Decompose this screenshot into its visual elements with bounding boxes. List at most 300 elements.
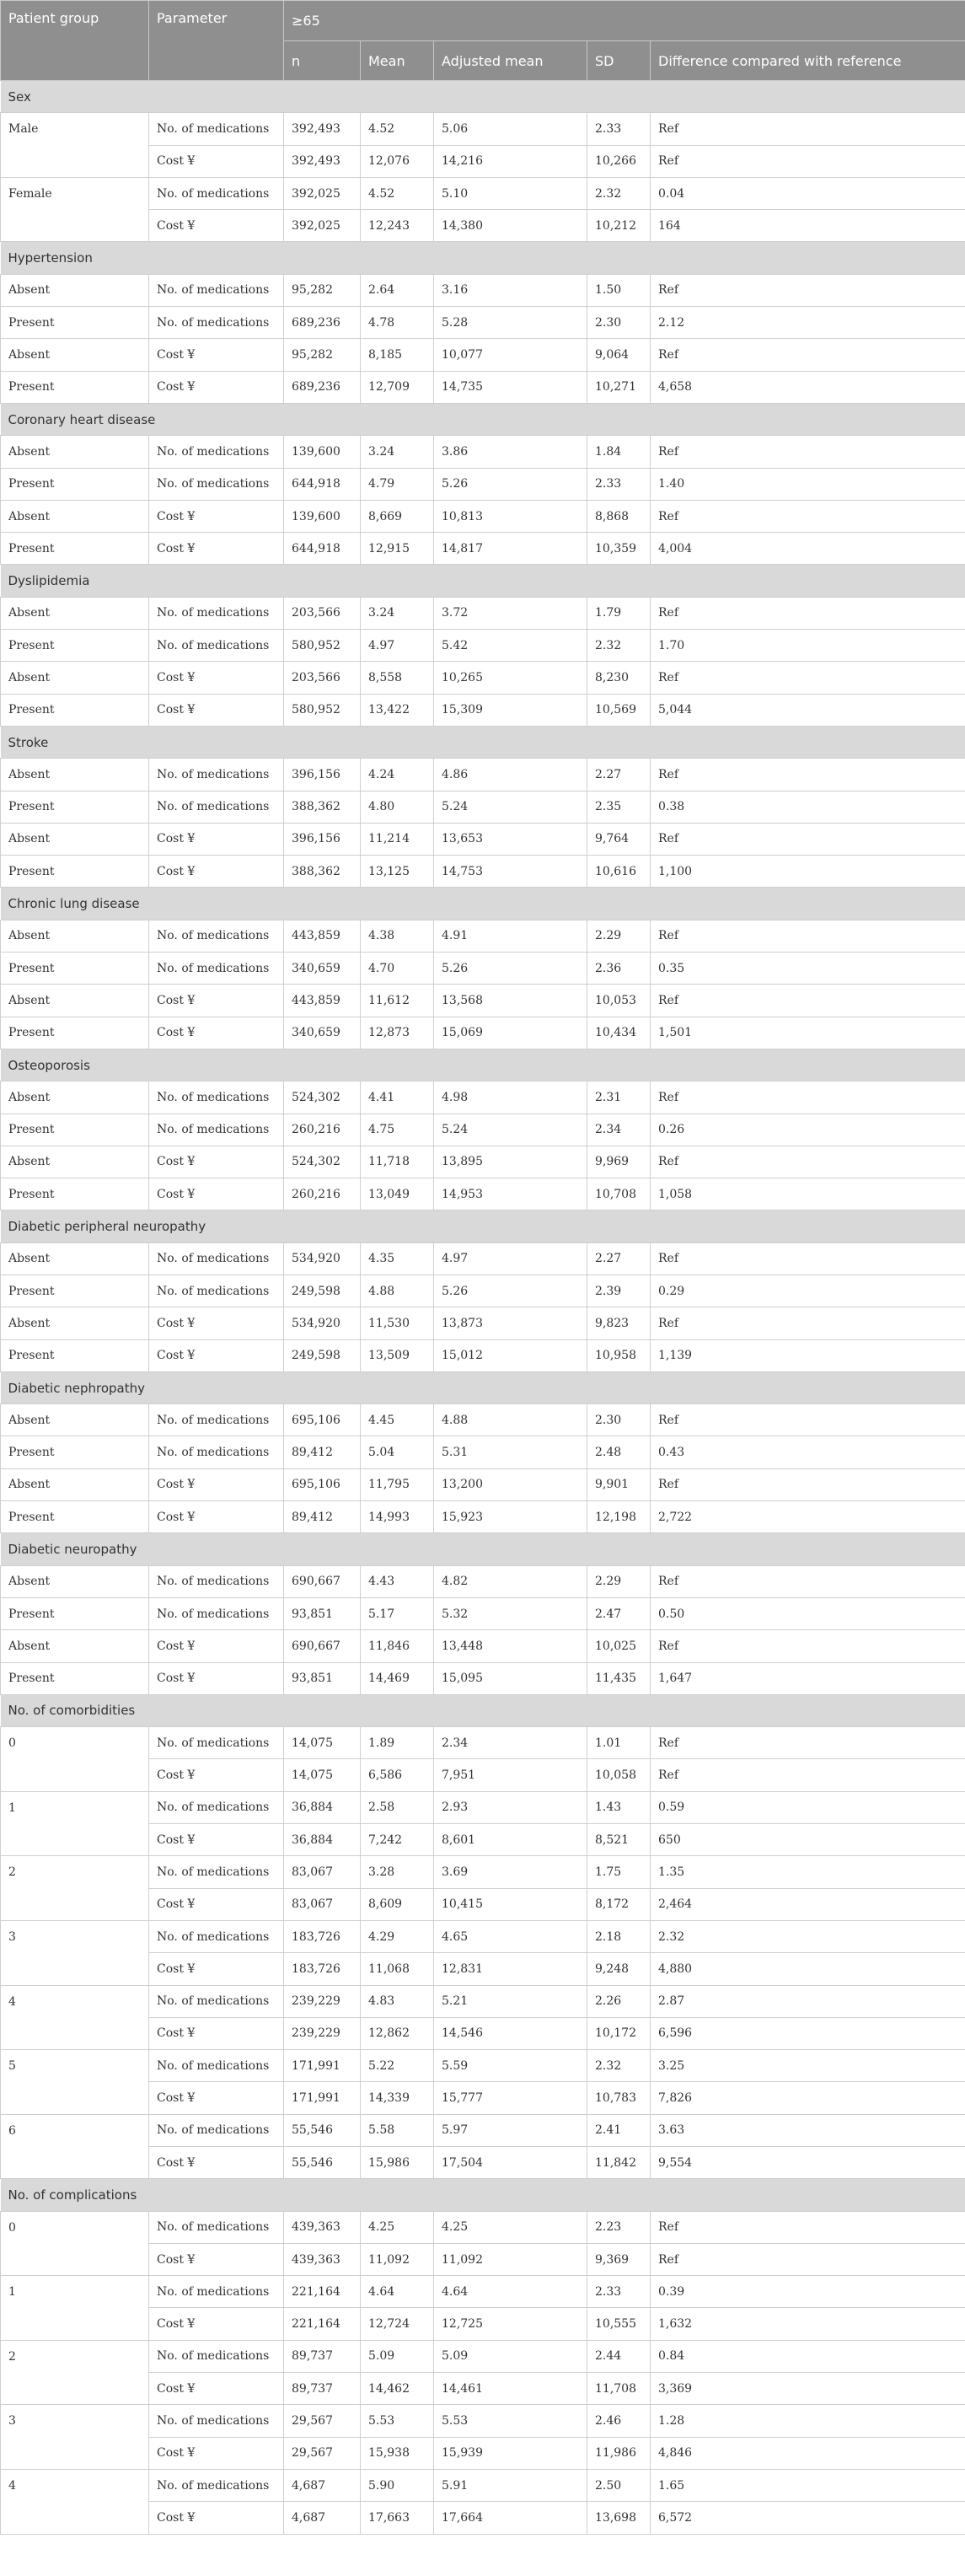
cell-difference: Ref bbox=[651, 1630, 965, 1662]
cell-parameter: No. of medications bbox=[149, 1436, 284, 1468]
cell-n: 580,952 bbox=[284, 694, 361, 726]
section-row bbox=[1, 403, 965, 435]
cell-difference: 3.25 bbox=[651, 2050, 965, 2082]
cell-difference: 650 bbox=[651, 1824, 965, 1856]
cell-difference: 1.40 bbox=[651, 468, 965, 500]
cell-mean: 4.52 bbox=[361, 113, 434, 145]
cell-group: Absent bbox=[1, 500, 149, 532]
header-adjusted-mean: Adjusted mean bbox=[434, 41, 587, 81]
table-row bbox=[1, 2405, 965, 2437]
cell-difference: Ref bbox=[651, 2243, 965, 2275]
cell-difference: Ref bbox=[651, 823, 965, 855]
header-age-group: ≥65 bbox=[284, 1, 965, 41]
cell-parameter: No. of medications bbox=[149, 1114, 284, 1146]
cell-mean: 4.41 bbox=[361, 1081, 434, 1114]
cell-difference: 3.63 bbox=[651, 2114, 965, 2146]
cell-parameter: Cost ¥ bbox=[149, 145, 284, 177]
cell-difference: 0.59 bbox=[651, 1791, 965, 1823]
cell-difference: 9,554 bbox=[651, 2147, 965, 2179]
cell-parameter: No. of medications bbox=[149, 2276, 284, 2308]
cell-sd: 10,053 bbox=[587, 985, 651, 1017]
cell-n: 524,302 bbox=[284, 1081, 361, 1114]
cell-mean: 13,125 bbox=[361, 856, 434, 888]
cell-parameter: No. of medications bbox=[149, 1275, 284, 1307]
table-row bbox=[1, 2340, 965, 2372]
cell-parameter: No. of medications bbox=[149, 759, 284, 791]
cell-group: Absent bbox=[1, 985, 149, 1017]
header-n: n bbox=[284, 41, 361, 81]
cell-mean: 4.70 bbox=[361, 953, 434, 985]
cell-n: 695,106 bbox=[284, 1468, 361, 1500]
cell-difference: 1,632 bbox=[651, 2308, 965, 2340]
table-row bbox=[1, 1114, 965, 1146]
cell-adjusted-mean: 13,873 bbox=[434, 1307, 587, 1339]
cell-n: 249,598 bbox=[284, 1339, 361, 1371]
cell-difference: 1.28 bbox=[651, 2405, 965, 2437]
cell-n: 392,493 bbox=[284, 113, 361, 145]
cell-difference: Ref bbox=[651, 1081, 965, 1114]
cell-difference: 164 bbox=[651, 210, 965, 242]
cell-difference: Ref bbox=[651, 1242, 965, 1275]
cell-sd: 2.29 bbox=[587, 1565, 651, 1597]
cell-parameter: Cost ¥ bbox=[149, 662, 284, 694]
cell-adjusted-mean: 3.69 bbox=[434, 1856, 587, 1888]
cell-adjusted-mean: 5.24 bbox=[434, 1114, 587, 1146]
cell-sd: 10,058 bbox=[587, 1759, 651, 1791]
section-row bbox=[1, 1533, 965, 1565]
table-row bbox=[1, 274, 965, 306]
cell-group: Absent bbox=[1, 274, 149, 306]
cell-parameter: Cost ¥ bbox=[149, 1178, 284, 1210]
cell-parameter: No. of medications bbox=[149, 1727, 284, 1759]
section-title: Diabetic nephropathy bbox=[1, 1371, 965, 1403]
cell-difference: 1,058 bbox=[651, 1178, 965, 1210]
cell-difference: 1,647 bbox=[651, 1662, 965, 1694]
cell-mean: 12,709 bbox=[361, 371, 434, 403]
cell-n: 239,229 bbox=[284, 2017, 361, 2049]
cell-difference: 0.43 bbox=[651, 1436, 965, 1468]
cell-difference: 1,100 bbox=[651, 856, 965, 888]
table-row bbox=[1, 856, 965, 888]
cell-mean: 3.24 bbox=[361, 597, 434, 629]
cell-adjusted-mean: 13,200 bbox=[434, 1468, 587, 1500]
cell-mean: 4.75 bbox=[361, 1114, 434, 1146]
cell-adjusted-mean: 5.28 bbox=[434, 307, 587, 339]
cell-mean: 4.64 bbox=[361, 2276, 434, 2308]
cell-group: Absent bbox=[1, 1307, 149, 1339]
cell-n: 534,920 bbox=[284, 1307, 361, 1339]
cell-mean: 15,986 bbox=[361, 2147, 434, 2179]
cell-sd: 2.33 bbox=[587, 113, 651, 145]
cell-difference: 2.32 bbox=[651, 1920, 965, 1952]
table-row bbox=[1, 2276, 965, 2308]
cell-parameter: No. of medications bbox=[149, 1791, 284, 1823]
cell-adjusted-mean: 10,077 bbox=[434, 339, 587, 371]
cell-difference: 1.65 bbox=[651, 2469, 965, 2501]
header-mean: Mean bbox=[361, 41, 434, 81]
cell-adjusted-mean: 5.59 bbox=[434, 2050, 587, 2082]
cell-mean: 3.24 bbox=[361, 436, 434, 468]
cell-sd: 9,901 bbox=[587, 1468, 651, 1500]
cell-adjusted-mean: 5.10 bbox=[434, 177, 587, 209]
cell-group: Present bbox=[1, 1436, 149, 1468]
cell-adjusted-mean: 15,777 bbox=[434, 2082, 587, 2114]
cell-adjusted-mean: 14,546 bbox=[434, 2017, 587, 2049]
cell-parameter: No. of medications bbox=[149, 920, 284, 952]
cell-difference: Ref bbox=[651, 1146, 965, 1178]
cell-mean: 4.35 bbox=[361, 1242, 434, 1275]
section-title: Osteoporosis bbox=[1, 1049, 965, 1081]
cell-n: 29,567 bbox=[284, 2405, 361, 2437]
cell-sd: 2.26 bbox=[587, 1985, 651, 2017]
cell-sd: 8,230 bbox=[587, 662, 651, 694]
cell-sd: 8,172 bbox=[587, 1888, 651, 1920]
cell-difference: Ref bbox=[651, 145, 965, 177]
cell-mean: 17,663 bbox=[361, 2502, 434, 2534]
cell-parameter: No. of medications bbox=[149, 597, 284, 629]
section-row bbox=[1, 1694, 965, 1726]
table-row bbox=[1, 1307, 965, 1339]
cell-adjusted-mean: 14,753 bbox=[434, 856, 587, 888]
cell-mean: 4.80 bbox=[361, 791, 434, 823]
cell-mean: 4.97 bbox=[361, 630, 434, 662]
cell-mean: 5.58 bbox=[361, 2114, 434, 2146]
cell-sd: 2.35 bbox=[587, 791, 651, 823]
cell-mean: 15,938 bbox=[361, 2437, 434, 2469]
cell-sd: 2.23 bbox=[587, 2211, 651, 2243]
cell-mean: 5.09 bbox=[361, 2340, 434, 2372]
cell-parameter: No. of medications bbox=[149, 2469, 284, 2501]
cell-group: 4 bbox=[1, 2469, 149, 2534]
cell-adjusted-mean: 12,831 bbox=[434, 1953, 587, 1985]
cell-adjusted-mean: 15,939 bbox=[434, 2437, 587, 2469]
cell-sd: 11,435 bbox=[587, 1662, 651, 1694]
cell-n: 524,302 bbox=[284, 1146, 361, 1178]
cell-parameter: Cost ¥ bbox=[149, 1468, 284, 1500]
cell-group: Present bbox=[1, 533, 149, 565]
cell-group: 0 bbox=[1, 2211, 149, 2276]
cell-parameter: Cost ¥ bbox=[149, 339, 284, 371]
cell-mean: 4.83 bbox=[361, 1985, 434, 2017]
cell-sd: 9,969 bbox=[587, 1146, 651, 1178]
cell-parameter: No. of medications bbox=[149, 1242, 284, 1275]
cell-n: 443,859 bbox=[284, 985, 361, 1017]
section-title: No. of comorbidities bbox=[1, 1694, 965, 1726]
section-row bbox=[1, 2179, 965, 2211]
cell-n: 183,726 bbox=[284, 1920, 361, 1952]
table-row bbox=[1, 1339, 965, 1371]
cell-group: Absent bbox=[1, 1565, 149, 1597]
cell-group: Absent bbox=[1, 1630, 149, 1662]
cell-parameter: Cost ¥ bbox=[149, 1953, 284, 1985]
cell-sd: 2.32 bbox=[587, 177, 651, 209]
table-row bbox=[1, 920, 965, 952]
cell-mean: 2.64 bbox=[361, 274, 434, 306]
cell-parameter: Cost ¥ bbox=[149, 1888, 284, 1920]
cell-parameter: Cost ¥ bbox=[149, 2017, 284, 2049]
table-row bbox=[1, 823, 965, 855]
cell-adjusted-mean: 10,813 bbox=[434, 500, 587, 532]
cell-adjusted-mean: 5.32 bbox=[434, 1597, 587, 1629]
cell-adjusted-mean: 4.82 bbox=[434, 1565, 587, 1597]
cell-adjusted-mean: 17,504 bbox=[434, 2147, 587, 2179]
cell-mean: 2.58 bbox=[361, 1791, 434, 1823]
cell-mean: 8,558 bbox=[361, 662, 434, 694]
cell-adjusted-mean: 13,653 bbox=[434, 823, 587, 855]
cell-sd: 13,698 bbox=[587, 2502, 651, 2534]
cell-mean: 4.45 bbox=[361, 1404, 434, 1436]
cell-group: 2 bbox=[1, 2340, 149, 2405]
table-row bbox=[1, 985, 965, 1017]
cell-mean: 5.04 bbox=[361, 1436, 434, 1468]
cell-mean: 4.79 bbox=[361, 468, 434, 500]
cell-mean: 4.52 bbox=[361, 177, 434, 209]
cell-group: Male bbox=[1, 113, 149, 178]
cell-group: Present bbox=[1, 856, 149, 888]
cell-group: Absent bbox=[1, 1468, 149, 1500]
cell-sd: 10,266 bbox=[587, 145, 651, 177]
cell-mean: 4.43 bbox=[361, 1565, 434, 1597]
cell-difference: 2.12 bbox=[651, 307, 965, 339]
cell-adjusted-mean: 13,895 bbox=[434, 1146, 587, 1178]
cell-sd: 9,369 bbox=[587, 2243, 651, 2275]
cell-parameter: Cost ¥ bbox=[149, 1307, 284, 1339]
cell-parameter: No. of medications bbox=[149, 791, 284, 823]
cell-adjusted-mean: 5.91 bbox=[434, 2469, 587, 2501]
cell-difference: Ref bbox=[651, 339, 965, 371]
cell-difference: Ref bbox=[651, 985, 965, 1017]
cell-parameter: No. of medications bbox=[149, 1404, 284, 1436]
cell-adjusted-mean: 5.24 bbox=[434, 791, 587, 823]
cell-parameter: No. of medications bbox=[149, 1565, 284, 1597]
cell-adjusted-mean: 5.26 bbox=[434, 468, 587, 500]
table-row bbox=[1, 1920, 965, 1952]
cell-n: 439,363 bbox=[284, 2243, 361, 2275]
section-title: Coronary heart disease bbox=[1, 403, 965, 435]
cell-parameter: No. of medications bbox=[149, 1597, 284, 1629]
table-row bbox=[1, 2050, 965, 2082]
cell-n: 36,884 bbox=[284, 1791, 361, 1823]
header-sd: SD bbox=[587, 41, 651, 81]
cell-mean: 14,993 bbox=[361, 1501, 434, 1533]
cell-mean: 14,462 bbox=[361, 2373, 434, 2405]
table-row bbox=[1, 1791, 965, 1823]
cell-n: 95,282 bbox=[284, 339, 361, 371]
cell-sd: 10,434 bbox=[587, 1017, 651, 1049]
section-row bbox=[1, 565, 965, 597]
cell-parameter: No. of medications bbox=[149, 1081, 284, 1114]
cell-parameter: No. of medications bbox=[149, 1985, 284, 2017]
cell-difference: 3,369 bbox=[651, 2373, 965, 2405]
section-title: No. of complications bbox=[1, 2179, 965, 2211]
cell-adjusted-mean: 4.64 bbox=[434, 2276, 587, 2308]
table-row bbox=[1, 1501, 965, 1533]
cell-n: 89,737 bbox=[284, 2373, 361, 2405]
table-row bbox=[1, 1242, 965, 1275]
cell-parameter: Cost ¥ bbox=[149, 2308, 284, 2340]
cell-adjusted-mean: 14,380 bbox=[434, 210, 587, 242]
cell-difference: Ref bbox=[651, 1404, 965, 1436]
section-row bbox=[1, 1210, 965, 1242]
table-row bbox=[1, 1597, 965, 1629]
cell-n: 388,362 bbox=[284, 791, 361, 823]
cell-group: Absent bbox=[1, 662, 149, 694]
cell-n: 392,025 bbox=[284, 210, 361, 242]
cell-adjusted-mean: 15,309 bbox=[434, 694, 587, 726]
cell-parameter: No. of medications bbox=[149, 2405, 284, 2437]
cell-n: 89,412 bbox=[284, 1501, 361, 1533]
section-title: Hypertension bbox=[1, 242, 965, 274]
cell-n: 439,363 bbox=[284, 2211, 361, 2243]
cell-difference: 0.38 bbox=[651, 791, 965, 823]
cell-n: 695,106 bbox=[284, 1404, 361, 1436]
cell-group: 0 bbox=[1, 1727, 149, 1792]
cell-group: Present bbox=[1, 1114, 149, 1146]
cell-group: Absent bbox=[1, 823, 149, 855]
cell-sd: 10,025 bbox=[587, 1630, 651, 1662]
cell-adjusted-mean: 12,725 bbox=[434, 2308, 587, 2340]
cell-mean: 5.53 bbox=[361, 2405, 434, 2437]
table-row bbox=[1, 1017, 965, 1049]
cell-mean: 4.29 bbox=[361, 1920, 434, 1952]
cell-n: 55,546 bbox=[284, 2114, 361, 2146]
section-row bbox=[1, 726, 965, 758]
cell-mean: 11,530 bbox=[361, 1307, 434, 1339]
cell-mean: 12,243 bbox=[361, 210, 434, 242]
cell-mean: 14,339 bbox=[361, 2082, 434, 2114]
cell-group: Present bbox=[1, 1017, 149, 1049]
table-row bbox=[1, 2211, 965, 2243]
cell-parameter: No. of medications bbox=[149, 274, 284, 306]
cell-adjusted-mean: 5.26 bbox=[434, 953, 587, 985]
cell-adjusted-mean: 2.93 bbox=[434, 1791, 587, 1823]
cell-n: 340,659 bbox=[284, 1017, 361, 1049]
table-row bbox=[1, 791, 965, 823]
cell-sd: 2.27 bbox=[587, 1242, 651, 1275]
cell-mean: 13,509 bbox=[361, 1339, 434, 1371]
cell-adjusted-mean: 17,664 bbox=[434, 2502, 587, 2534]
cell-difference: 1,139 bbox=[651, 1339, 965, 1371]
cell-sd: 10,359 bbox=[587, 533, 651, 565]
table-row bbox=[1, 953, 965, 985]
cell-adjusted-mean: 14,817 bbox=[434, 533, 587, 565]
cell-n: 83,067 bbox=[284, 1856, 361, 1888]
cell-parameter: Cost ¥ bbox=[149, 2437, 284, 2469]
table-row bbox=[1, 1275, 965, 1307]
cell-parameter: Cost ¥ bbox=[149, 1017, 284, 1049]
cell-sd: 2.33 bbox=[587, 2276, 651, 2308]
cell-n: 36,884 bbox=[284, 1824, 361, 1856]
table-row bbox=[1, 500, 965, 532]
cell-difference: 0.39 bbox=[651, 2276, 965, 2308]
table-row bbox=[1, 630, 965, 662]
section-title: Diabetic neuropathy bbox=[1, 1533, 965, 1565]
cell-mean: 5.17 bbox=[361, 1597, 434, 1629]
cell-mean: 11,214 bbox=[361, 823, 434, 855]
cell-group: 3 bbox=[1, 2405, 149, 2470]
cell-mean: 12,076 bbox=[361, 145, 434, 177]
cell-parameter: Cost ¥ bbox=[149, 2502, 284, 2534]
cell-mean: 11,795 bbox=[361, 1468, 434, 1500]
cell-difference: Ref bbox=[651, 662, 965, 694]
table-row bbox=[1, 1468, 965, 1500]
cell-parameter: Cost ¥ bbox=[149, 985, 284, 1017]
cell-adjusted-mean: 11,092 bbox=[434, 2243, 587, 2275]
cell-mean: 7,242 bbox=[361, 1824, 434, 1856]
cell-adjusted-mean: 3.86 bbox=[434, 436, 587, 468]
cell-parameter: No. of medications bbox=[149, 1856, 284, 1888]
cell-parameter: No. of medications bbox=[149, 468, 284, 500]
cell-sd: 10,958 bbox=[587, 1339, 651, 1371]
section-title: Diabetic peripheral neuropathy bbox=[1, 1210, 965, 1242]
cell-adjusted-mean: 5.21 bbox=[434, 1985, 587, 2017]
cell-parameter: Cost ¥ bbox=[149, 694, 284, 726]
cell-mean: 4.24 bbox=[361, 759, 434, 791]
cell-group: 1 bbox=[1, 2276, 149, 2341]
cell-sd: 2.46 bbox=[587, 2405, 651, 2437]
section-row bbox=[1, 888, 965, 920]
cell-adjusted-mean: 5.31 bbox=[434, 1436, 587, 1468]
cell-n: 171,991 bbox=[284, 2082, 361, 2114]
cell-sd: 2.30 bbox=[587, 307, 651, 339]
cell-n: 171,991 bbox=[284, 2050, 361, 2082]
cell-difference: Ref bbox=[651, 1468, 965, 1500]
cell-difference: 0.26 bbox=[651, 1114, 965, 1146]
cell-parameter: Cost ¥ bbox=[149, 210, 284, 242]
table-row bbox=[1, 468, 965, 500]
cell-difference: Ref bbox=[651, 759, 965, 791]
table-row bbox=[1, 1565, 965, 1597]
table-row bbox=[1, 1178, 965, 1210]
cell-n: 221,164 bbox=[284, 2276, 361, 2308]
cell-n: 93,851 bbox=[284, 1662, 361, 1694]
cell-n: 55,546 bbox=[284, 2147, 361, 2179]
cell-n: 14,075 bbox=[284, 1759, 361, 1791]
cell-difference: Ref bbox=[651, 597, 965, 629]
cell-n: 239,229 bbox=[284, 1985, 361, 2017]
cell-adjusted-mean: 10,415 bbox=[434, 1888, 587, 1920]
cell-sd: 2.36 bbox=[587, 953, 651, 985]
cell-group: Absent bbox=[1, 759, 149, 791]
cell-difference: 0.84 bbox=[651, 2340, 965, 2372]
section-row bbox=[1, 81, 965, 113]
cell-sd: 2.27 bbox=[587, 759, 651, 791]
cell-difference: Ref bbox=[651, 1307, 965, 1339]
cell-mean: 3.28 bbox=[361, 1856, 434, 1888]
header-parameter: Parameter bbox=[149, 1, 284, 81]
cell-parameter: Cost ¥ bbox=[149, 1501, 284, 1533]
cell-sd: 2.44 bbox=[587, 2340, 651, 2372]
cell-mean: 11,718 bbox=[361, 1146, 434, 1178]
cell-sd: 2.18 bbox=[587, 1920, 651, 1952]
table-row bbox=[1, 113, 965, 145]
cell-n: 690,667 bbox=[284, 1565, 361, 1597]
cell-parameter: No. of medications bbox=[149, 2114, 284, 2146]
cell-difference: Ref bbox=[651, 500, 965, 532]
cell-adjusted-mean: 5.53 bbox=[434, 2405, 587, 2437]
cell-n: 644,918 bbox=[284, 468, 361, 500]
table-row bbox=[1, 1856, 965, 1888]
cell-difference: 4,880 bbox=[651, 1953, 965, 1985]
cell-sd: 11,708 bbox=[587, 2373, 651, 2405]
cell-parameter: No. of medications bbox=[149, 436, 284, 468]
cell-mean: 13,049 bbox=[361, 1178, 434, 1210]
cell-group: Present bbox=[1, 1662, 149, 1694]
cell-difference: Ref bbox=[651, 1759, 965, 1791]
cell-adjusted-mean: 4.98 bbox=[434, 1081, 587, 1114]
cell-n: 644,918 bbox=[284, 533, 361, 565]
cell-adjusted-mean: 5.42 bbox=[434, 630, 587, 662]
